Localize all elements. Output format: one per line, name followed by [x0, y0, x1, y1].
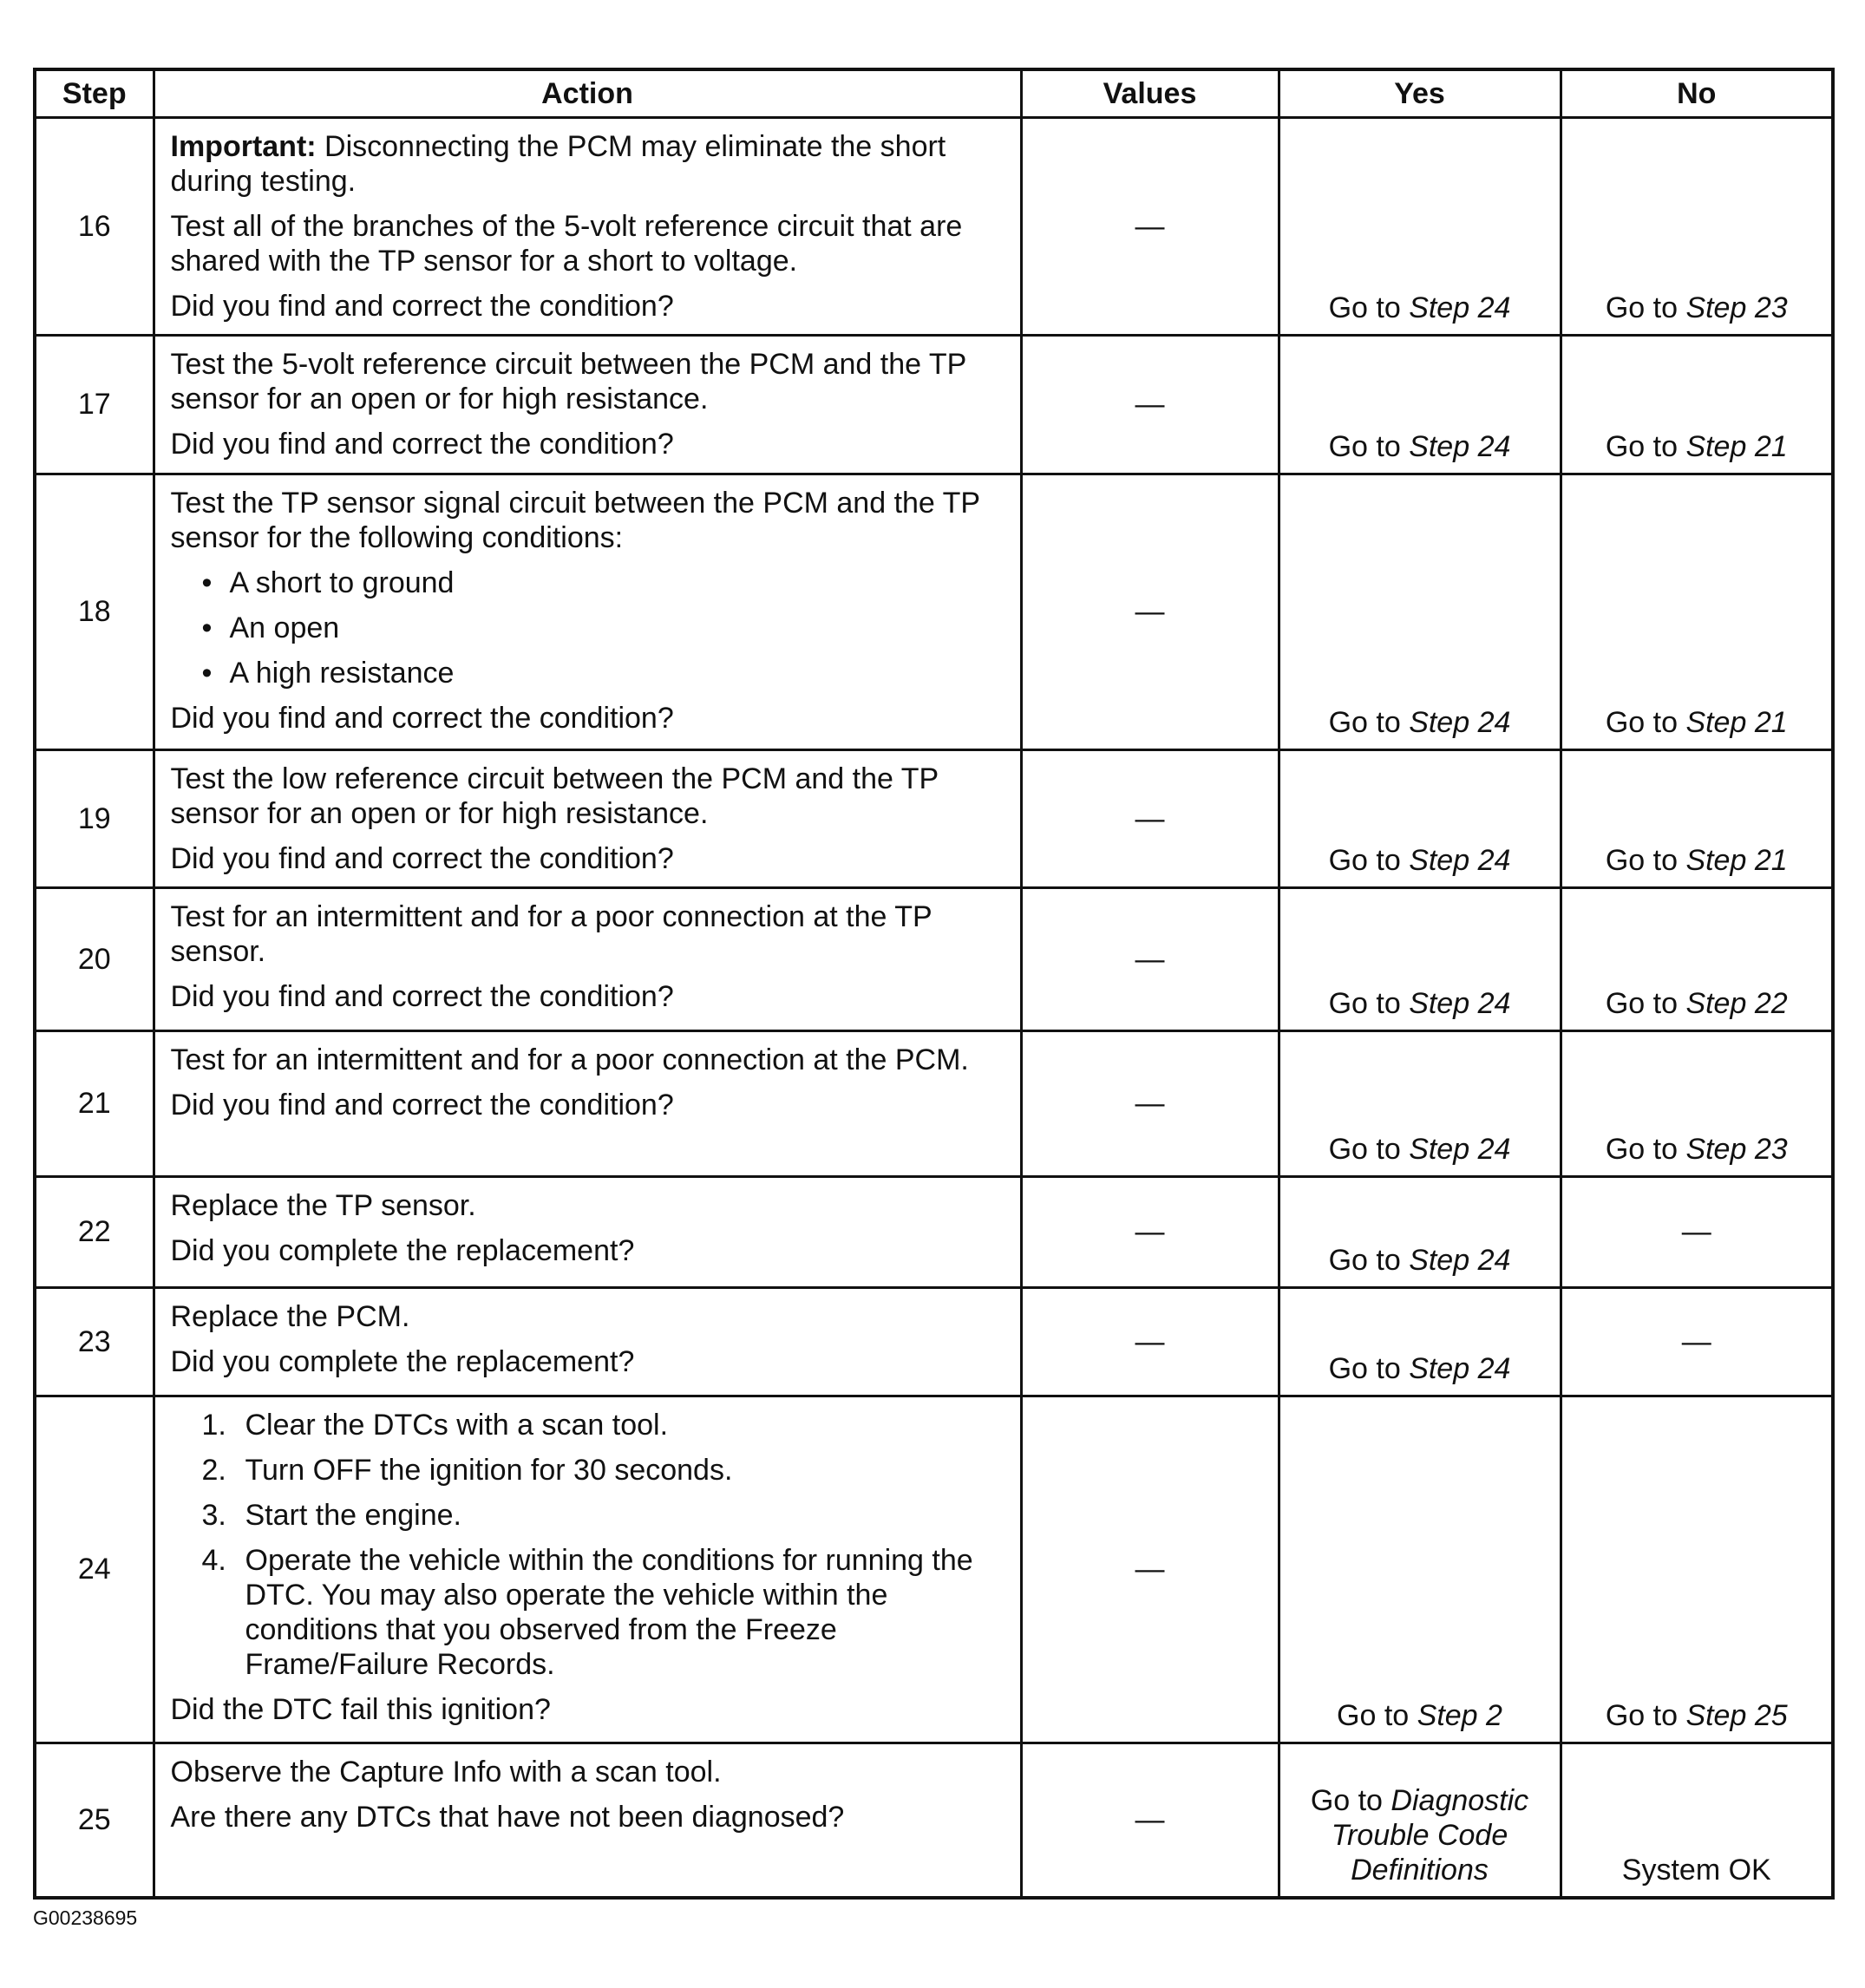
no-prefix: Go to [1605, 1133, 1686, 1166]
action-text: Test for an intermittent and for a poor connection at the TP sensor. [170, 900, 932, 968]
table-row [35, 1396, 1833, 1743]
values-cell: — [1021, 118, 1279, 336]
action-text: Test the low reference circuit between the PCM and the TP sensor for an open or for high resistance. [170, 762, 939, 830]
values-cell: — [1021, 474, 1279, 750]
action-cell [154, 750, 1021, 888]
list-item [202, 1543, 1006, 1682]
header-step: Step [35, 69, 154, 118]
action-cell [154, 1743, 1021, 1898]
header-action: Action [154, 69, 1021, 118]
yes-cell [1279, 1177, 1561, 1288]
table-row [35, 474, 1833, 750]
step-number: 19 [35, 750, 154, 888]
no-cell: — [1561, 1288, 1833, 1396]
yes-prefix: Go to [1310, 1783, 1391, 1817]
no-step-link[interactable]: Step 23 [1685, 291, 1788, 324]
list-item [202, 1408, 1006, 1442]
list-item-text: Turn OFF the ignition for 30 seconds. [245, 1454, 733, 1487]
step-number: 21 [35, 1031, 154, 1177]
step-number: 17 [35, 336, 154, 474]
yes-prefix: Go to [1328, 987, 1410, 1020]
values-cell: — [1021, 888, 1279, 1031]
step-number: 25 [35, 1743, 154, 1898]
no-prefix: Go to [1605, 706, 1686, 739]
no-prefix: Go to [1605, 844, 1686, 877]
no-cell [1561, 118, 1833, 336]
step-number: 22 [35, 1177, 154, 1288]
header-values: Values [1021, 69, 1279, 118]
yes-prefix: Go to [1328, 430, 1410, 463]
no-step-link[interactable]: Step 25 [1685, 1699, 1788, 1732]
table-row [35, 750, 1833, 888]
no-step-link[interactable]: Step 21 [1685, 430, 1788, 463]
list-item-number: 2. [201, 1454, 226, 1487]
action-question: Did you find and correct the condition? [170, 1089, 674, 1122]
values-cell: — [1021, 1177, 1279, 1288]
list-item: • A short to ground [202, 566, 1006, 600]
list-item-text: Start the engine. [245, 1499, 462, 1532]
yes-step-link[interactable]: Step 24 [1409, 987, 1511, 1020]
no-step-link[interactable]: Step 21 [1685, 844, 1788, 877]
yes-step-link[interactable]: Step 24 [1409, 291, 1511, 324]
figure-id: G00238695 [33, 1906, 138, 1929]
important-label: Important: [170, 130, 317, 163]
yes-cell [1279, 1743, 1561, 1898]
table-row [35, 888, 1833, 1031]
yes-step-link[interactable]: Step 24 [1409, 430, 1511, 463]
no-prefix: Go to [1605, 1699, 1686, 1732]
step-number: 24 [35, 1396, 154, 1743]
action-cell [154, 118, 1021, 336]
action-question: Did you find and correct the condition? [170, 980, 674, 1013]
yes-dtc-definitions-link[interactable]: Diagnostic Trouble Code Definitions [1331, 1783, 1529, 1887]
table-row [35, 336, 1833, 474]
action-question: Did you find and correct the condition? [170, 842, 674, 875]
step-number: 20 [35, 888, 154, 1031]
yes-prefix: Go to [1328, 1352, 1410, 1385]
condition-list [171, 566, 1006, 690]
action-cell [154, 1396, 1021, 1743]
action-cell [154, 474, 1021, 750]
values-cell: — [1021, 750, 1279, 888]
important-text: Disconnecting the PCM may eliminate the short during testing. [170, 130, 946, 198]
no-cell [1561, 888, 1833, 1031]
action-text: Replace the PCM. [170, 1300, 410, 1333]
table-header-row [35, 69, 1833, 118]
values-cell: — [1021, 1031, 1279, 1177]
diagnostic-steps-table [33, 68, 1835, 1900]
list-item [202, 1498, 1006, 1533]
action-cell [154, 336, 1021, 474]
no-prefix: Go to [1605, 291, 1686, 324]
yes-cell [1279, 1031, 1561, 1177]
step-number: 23 [35, 1288, 154, 1396]
action-cell [154, 888, 1021, 1031]
action-text: Test the TP sensor signal circuit between the PCM and the TP sensor for the following conditions: [170, 487, 980, 554]
yes-cell [1279, 474, 1561, 750]
yes-cell [1279, 1288, 1561, 1396]
table-row [35, 1177, 1833, 1288]
yes-step-link[interactable]: Step 24 [1409, 1244, 1511, 1277]
action-text: Test all of the branches of the 5-volt reference circuit that are shared with the TP sensor for a short to voltage. [170, 210, 963, 278]
values-cell: — [1021, 1743, 1279, 1898]
no-cell: — [1561, 1177, 1833, 1288]
important-note [171, 129, 1006, 199]
yes-prefix: Go to [1328, 706, 1410, 739]
yes-cell [1279, 118, 1561, 336]
step-number: 16 [35, 118, 154, 336]
table-row [35, 118, 1833, 336]
action-text: Observe the Capture Info with a scan tool. [170, 1756, 722, 1789]
table-row [35, 1743, 1833, 1898]
values-cell: — [1021, 1396, 1279, 1743]
yes-step-link[interactable]: Step 24 [1409, 706, 1511, 739]
values-cell: — [1021, 336, 1279, 474]
action-question: Did you find and correct the condition? [170, 290, 674, 323]
yes-step-link[interactable]: Step 24 [1409, 1352, 1511, 1385]
list-item-number: 1. [201, 1409, 226, 1442]
step-number: 18 [35, 474, 154, 750]
list-item-number: 3. [201, 1499, 226, 1532]
action-text: Replace the TP sensor. [170, 1189, 476, 1222]
yes-cell [1279, 336, 1561, 474]
action-cell [154, 1177, 1021, 1288]
yes-prefix: Go to [1337, 1699, 1417, 1732]
list-item [202, 1453, 1006, 1488]
yes-step-link[interactable]: Step 24 [1409, 1133, 1511, 1166]
list-item-number: 4. [201, 1544, 226, 1577]
table-row [35, 1031, 1833, 1177]
yes-step-link[interactable]: Step 24 [1409, 844, 1511, 877]
no-step-link[interactable]: Step 21 [1685, 706, 1788, 739]
no-prefix: Go to [1605, 430, 1686, 463]
no-step-link[interactable]: Step 22 [1685, 987, 1788, 1020]
header-no: No [1561, 69, 1833, 118]
no-cell [1561, 750, 1833, 888]
action-question: Did you find and correct the condition? [170, 702, 674, 735]
action-cell [154, 1031, 1021, 1177]
yes-prefix: Go to [1328, 1244, 1410, 1277]
table-row [35, 1288, 1833, 1396]
no-cell [1561, 474, 1833, 750]
list-item: • An open [202, 611, 1006, 645]
action-cell [154, 1288, 1021, 1396]
yes-step-link[interactable]: Step 2 [1417, 1699, 1502, 1732]
action-text: Test for an intermittent and for a poor connection at the PCM. [170, 1043, 969, 1076]
header-yes: Yes [1279, 69, 1561, 118]
action-question: Are there any DTCs that have not been diagnosed? [170, 1801, 845, 1834]
no-prefix: Go to [1605, 987, 1686, 1020]
no-cell: System OK [1561, 1743, 1833, 1898]
yes-prefix: Go to [1328, 1133, 1410, 1166]
yes-prefix: Go to [1328, 844, 1410, 877]
yes-cell [1279, 1396, 1561, 1743]
yes-cell [1279, 750, 1561, 888]
action-question: Did you find and correct the condition? [170, 428, 674, 461]
no-cell [1561, 336, 1833, 474]
list-item: • A high resistance [202, 656, 1006, 690]
values-cell: — [1021, 1288, 1279, 1396]
yes-cell [1279, 888, 1561, 1031]
no-cell [1561, 1396, 1833, 1743]
action-question: Did you complete the replacement? [170, 1234, 635, 1267]
list-item-text: Operate the vehicle within the conditions for running the DTC. You may also operate the vehicle within the conditions that you observed from the Freeze Frame/Failure Records. [245, 1544, 973, 1681]
action-text: Test the 5-volt reference circuit between the PCM and the TP sensor for an open or for high resistance. [170, 348, 966, 415]
procedure-list [171, 1408, 1006, 1682]
yes-prefix: Go to [1328, 291, 1410, 324]
no-step-link[interactable]: Step 23 [1685, 1133, 1788, 1166]
no-cell [1561, 1031, 1833, 1177]
action-question: Did the DTC fail this ignition? [170, 1693, 551, 1726]
action-question: Did you complete the replacement? [170, 1345, 635, 1378]
list-item-text: Clear the DTCs with a scan tool. [245, 1409, 669, 1442]
